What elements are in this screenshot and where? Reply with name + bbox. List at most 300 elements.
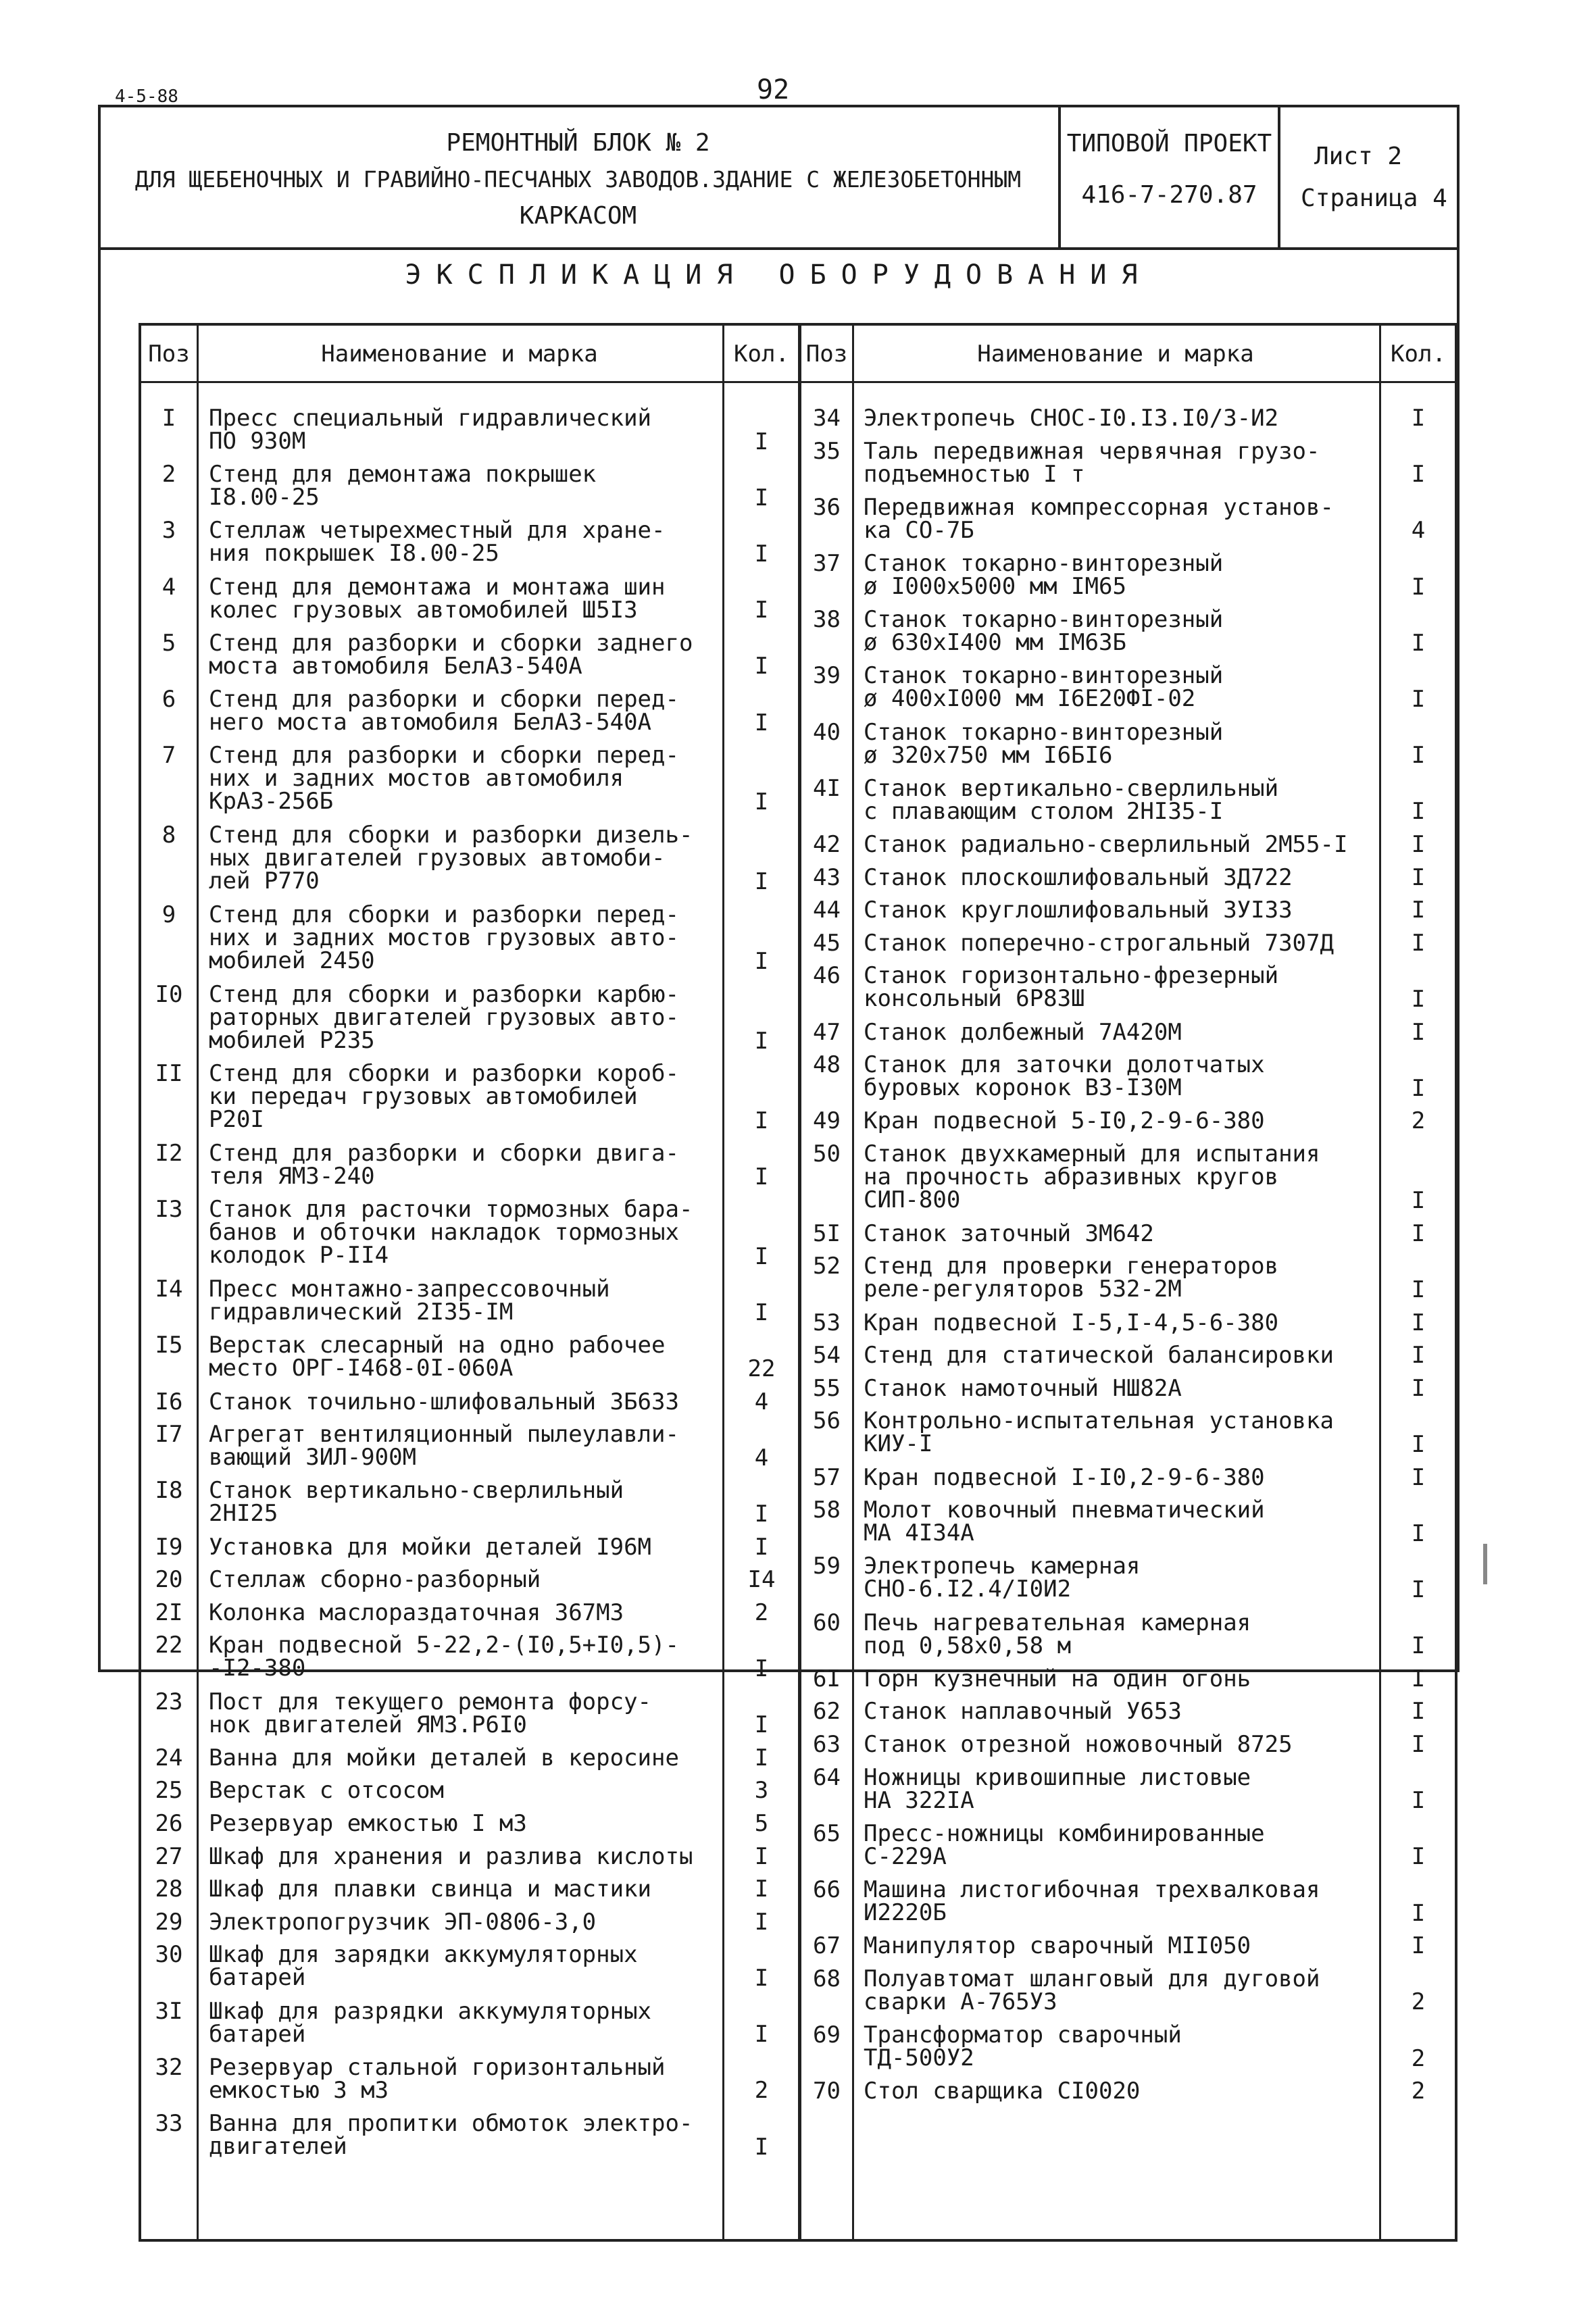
- row-name: Станок заточный 3М642: [864, 1219, 1154, 1247]
- row-name: Станок поперечно-строгальный 7307Д: [864, 929, 1334, 957]
- table-row: [141, 1479, 798, 1526]
- row-name: Контрольно-испытательная установка КИУ-I: [864, 1407, 1334, 1458]
- row-name: Станок вертикально-сверлильный 2НI25: [209, 1477, 624, 1528]
- row-quantity: I: [754, 1027, 769, 1055]
- table-row: [141, 517, 798, 568]
- row-name: Ванна для пропитки обмоток электро- двигателей: [209, 2110, 693, 2160]
- row-position: 42: [813, 831, 841, 858]
- row-quantity: I: [1411, 573, 1426, 601]
- row-quantity: 2: [1411, 2078, 1426, 2105]
- row-name: Шкаф для разрядки аккумуляторных батарей: [209, 1997, 652, 2048]
- row-position: I2: [155, 1140, 183, 1167]
- table-row: [141, 744, 798, 814]
- row-position: 22: [155, 1632, 183, 1659]
- row-name: Стенд для сборки и разборки перед- них и задних мостов грузовых авто- мобилей 2450: [209, 901, 679, 974]
- row-quantity: I: [754, 947, 769, 975]
- row-quantity: I4: [747, 1566, 776, 1594]
- row-position: 3: [161, 517, 176, 545]
- row-name: Ножницы кривошипные листовые НА 322IА: [864, 1763, 1251, 1814]
- row-quantity: I: [754, 1163, 769, 1190]
- row-quantity: I: [754, 1744, 769, 1771]
- row-quantity: 2: [754, 2077, 769, 2105]
- table-row: [141, 1943, 798, 1990]
- row-position: 56: [813, 1407, 841, 1435]
- row-position: 28: [155, 1876, 183, 1903]
- row-quantity: I: [1411, 1309, 1426, 1336]
- row-quantity: I: [1411, 1430, 1426, 1458]
- row-name: Верстак с отсосом: [209, 1777, 444, 1805]
- row-position: 47: [813, 1018, 841, 1046]
- table-row: [141, 1421, 798, 1472]
- row-name: Станок для расточки тормозных бара- банов и обточки накладок тормозных колодок Р-II4: [209, 1196, 693, 1269]
- table-row: [801, 929, 1455, 957]
- row-name: Пост для текущего ремонта форсу- нок двигателей ЯМЗ.Р6I0: [209, 1688, 652, 1738]
- header-divider: [801, 381, 1455, 383]
- table-row: [141, 1812, 798, 1836]
- table-row: [141, 1746, 798, 1770]
- table-row: [801, 437, 1455, 488]
- table-row: [801, 664, 1455, 711]
- row-quantity: 4: [754, 1444, 769, 1472]
- row-name: Станок долбежный 7А420М: [864, 1018, 1182, 1046]
- row-position: 64: [813, 1763, 841, 1791]
- row-position: 70: [813, 2078, 841, 2105]
- row-quantity: I: [754, 1533, 769, 1561]
- row-position: 52: [813, 1253, 841, 1280]
- row-quantity: I: [1411, 1342, 1426, 1369]
- row-quantity: I: [1411, 742, 1426, 770]
- table-row: [141, 1334, 798, 1380]
- row-name: Кран подвесной I-I0,2-9-6-380: [864, 1463, 1265, 1491]
- row-quantity: I: [754, 1500, 769, 1528]
- row-position: 40: [813, 718, 841, 746]
- row-quantity: 4: [754, 1388, 769, 1415]
- row-quantity: I: [1411, 1463, 1426, 1491]
- row-position: 39: [813, 662, 841, 690]
- row-position: 50: [813, 1140, 841, 1167]
- sheet-cell: [1280, 105, 1460, 247]
- header-divider: [141, 381, 798, 383]
- row-quantity: I: [754, 709, 769, 736]
- table-row: [801, 2023, 1455, 2070]
- title-line-2: ДЛЯ ЩЕБЕНОЧНЫХ И ГРАВИЙНО-ПЕСЧАНЫХ ЗАВОДОВ.ЗДАНИЕ С ЖЕЛЕЗОБЕТОННЫМ: [134, 166, 1022, 193]
- row-quantity: 5: [754, 1810, 769, 1837]
- row-position: 9: [161, 901, 176, 928]
- row-position: 44: [813, 897, 841, 924]
- row-name: Стенд для сборки и разборки карбю- раторных двигателей грузовых авто- мобилей Р235: [209, 980, 679, 1054]
- row-position: 30: [155, 1941, 183, 1969]
- row-quantity: I: [1411, 1074, 1426, 1102]
- table-row: [801, 552, 1455, 599]
- table-row: [801, 1878, 1455, 1925]
- row-position: 60: [813, 1609, 841, 1636]
- row-name: Стенд для сборки и разборки короб- ки передач грузовых автомобилей Р20I: [209, 1060, 679, 1134]
- equipment-table-left: [139, 323, 801, 2242]
- table-row: [801, 1311, 1455, 1335]
- row-position: 36: [813, 493, 841, 521]
- table-row: [801, 1934, 1455, 1958]
- column-header-name: Наименование и марка: [977, 341, 1254, 368]
- row-position: 49: [813, 1107, 841, 1135]
- row-name: Кран подвесной I-5,I-4,5-6-380: [864, 1309, 1279, 1336]
- row-name: Стенд для разборки и сборки перед- него моста автомобиля БелАЗ-540А: [209, 686, 679, 736]
- table-row: [141, 1390, 798, 1414]
- row-position: I: [161, 405, 176, 432]
- row-position: 68: [813, 1965, 841, 1992]
- row-name: Шкаф для хранения и разлива кислоты: [209, 1842, 693, 1870]
- table-row: [141, 1278, 798, 1324]
- row-quantity: I: [754, 1107, 769, 1134]
- row-quantity: I: [1411, 1632, 1426, 1660]
- row-position: 23: [155, 1688, 183, 1715]
- row-position: 53: [813, 1309, 841, 1336]
- row-position: 4: [161, 573, 176, 601]
- row-position: 24: [155, 1744, 183, 1771]
- row-quantity: I: [754, 653, 769, 680]
- row-position: 33: [155, 2110, 183, 2137]
- table-row: [141, 2112, 798, 2159]
- row-name: Станок вертикально-сверлильный с плавающим столом 2НI35-I: [864, 774, 1279, 825]
- row-position: I3: [155, 1196, 183, 1224]
- equipment-table-right: [799, 323, 1457, 2242]
- row-name: Стенд для разборки и сборки двига- теля ЯМЗ-240: [209, 1140, 679, 1190]
- table-row: [801, 1018, 1455, 1046]
- row-position: 5I: [813, 1219, 841, 1247]
- row-name: Станок двухкамерный для испытания на прочность абразивных кругов СИП-800: [864, 1140, 1320, 1213]
- row-position: 26: [155, 1810, 183, 1837]
- table-row: [141, 1779, 798, 1803]
- row-name: Агрегат вентиляционный пылеулавли- вающий ЗИЛ-900М: [209, 1421, 679, 1472]
- column-header-pos: Поз: [148, 341, 190, 368]
- project-label: ТИПОВОЙ ПРОЕКТ: [1066, 130, 1272, 157]
- title-line-3: КАРКАСОМ: [519, 202, 637, 230]
- table-row: [141, 407, 798, 453]
- row-position: 8: [161, 822, 176, 849]
- row-quantity: 3: [754, 1777, 769, 1805]
- row-quantity: I: [1411, 1665, 1426, 1692]
- row-name: Пресс специальный гидравлический ПО 930М: [209, 405, 652, 455]
- row-quantity: I: [754, 1711, 769, 1739]
- row-quantity: I: [754, 484, 769, 511]
- table-row: [141, 1690, 798, 1737]
- row-name: Стенд для разборки и сборки заднего моста автомобиля БелАЗ-540А: [209, 629, 693, 680]
- row-position: 29: [155, 1908, 183, 1936]
- row-quantity: I: [754, 788, 769, 816]
- page-label: Страница 4: [1301, 184, 1447, 212]
- table-row: [801, 1109, 1455, 1133]
- project-cell: [1061, 105, 1280, 247]
- row-name: Шкаф для зарядки аккумуляторных батарей: [209, 1941, 638, 1992]
- table-row: [141, 1878, 798, 1901]
- row-position: 6: [161, 686, 176, 713]
- row-position: 25: [155, 1777, 183, 1805]
- row-position: 65: [813, 1819, 841, 1847]
- row-position: 57: [813, 1463, 841, 1491]
- table-row: [801, 863, 1455, 891]
- table-row: [801, 1496, 1455, 1547]
- document-code: 4-5-88: [115, 86, 178, 107]
- row-position: 38: [813, 606, 841, 634]
- table-row: [141, 629, 798, 680]
- row-position: 48: [813, 1051, 841, 1079]
- table-row: [141, 1142, 798, 1188]
- drawing-title: [98, 105, 1061, 247]
- row-name: Станок для заточки долотчатых буровых коронок ВЗ-I30М: [864, 1051, 1265, 1102]
- row-name: Резервуар емкостью I м3: [209, 1810, 527, 1837]
- row-quantity: 4: [1411, 517, 1426, 545]
- table-row: [141, 1997, 798, 2048]
- table-row: [801, 1053, 1455, 1100]
- row-quantity: I: [754, 1655, 769, 1682]
- row-quantity: I: [1411, 1698, 1426, 1726]
- row-name: Стенд для демонтажа и монтажа шин колес грузовых автомобилей Ш5I3: [209, 573, 666, 624]
- table-row: [801, 1255, 1455, 1301]
- row-quantity: I: [1411, 929, 1426, 957]
- row-position: 7: [161, 742, 176, 770]
- row-quantity: I: [1411, 405, 1426, 432]
- row-quantity: I: [1411, 1276, 1426, 1303]
- table-row: [801, 1219, 1455, 1247]
- project-number: 416-7-270.87: [1081, 181, 1257, 209]
- row-name: Станок токарно-винторезный ø 320x750 мм I6БI6: [864, 718, 1224, 769]
- row-name: Пресс монтажно-запрессовочный гидравлический 2I35-IМ: [209, 1276, 610, 1326]
- row-position: 46: [813, 962, 841, 990]
- row-position: 54: [813, 1342, 841, 1369]
- row-quantity: I: [754, 597, 769, 624]
- row-quantity: I: [754, 2133, 769, 2161]
- table-row: [141, 1568, 798, 1592]
- row-name: Станок отрезной ножовочный 8725: [864, 1731, 1293, 1758]
- row-name: Стенд для сборки и разборки дизель- ных двигателей грузовых автомоби- лей Р770: [209, 822, 693, 895]
- row-name: Станок радиально-сверлильный 2М55-I: [864, 831, 1348, 858]
- row-position: I7: [155, 1421, 183, 1449]
- row-position: 27: [155, 1842, 183, 1870]
- row-name: Электропогрузчик ЭП-0806-3,0: [209, 1908, 597, 1936]
- table-row: [141, 1634, 798, 1680]
- row-position: 69: [813, 2021, 841, 2048]
- row-quantity: I: [1411, 897, 1426, 924]
- row-name: Резервуар стальной горизонтальный емкостью 3 м3: [209, 2053, 666, 2104]
- row-quantity: I: [754, 1242, 769, 1270]
- row-quantity: I: [1411, 1576, 1426, 1603]
- row-position: 62: [813, 1698, 841, 1726]
- row-position: 55: [813, 1374, 841, 1402]
- table-row: [801, 1700, 1455, 1724]
- row-name: Машина листогибочная трехвалковая И2220Б: [864, 1876, 1320, 1926]
- table-row: [801, 1142, 1455, 1213]
- row-name: Стенд для демонтажа покрышек I8.00-25: [209, 461, 597, 511]
- page-number: 92: [757, 74, 790, 105]
- row-name: Трансформатор сварочный ТД-500У2: [864, 2021, 1182, 2071]
- row-quantity: I: [1411, 985, 1426, 1013]
- table-row: [141, 573, 798, 624]
- row-quantity: I: [1411, 629, 1426, 657]
- row-position: 5: [161, 629, 176, 657]
- row-name: Станок токарно-винторезный ø 630xI400 мм IМ63Б: [864, 606, 1224, 657]
- row-name: Ванна для мойки деталей в керосине: [209, 1744, 679, 1771]
- row-name: Стеллаж сборно-разборный: [209, 1566, 541, 1594]
- scan-mark: [1483, 1544, 1487, 1584]
- row-quantity: I: [1411, 863, 1426, 891]
- row-quantity: I: [1411, 685, 1426, 713]
- row-quantity: I: [754, 2021, 769, 2048]
- row-position: II: [155, 1060, 183, 1088]
- row-position: I9: [155, 1533, 183, 1561]
- row-position: 59: [813, 1553, 841, 1580]
- row-name: Электропечь СНОС-I0.I3.I0/3-И2: [864, 405, 1279, 432]
- table-row: [141, 980, 798, 1055]
- row-position: I0: [155, 980, 183, 1008]
- row-quantity: I: [754, 1908, 769, 1936]
- row-position: I4: [155, 1276, 183, 1303]
- row-name: Стенд для проверки генераторов реле-регуляторов 532-2М: [864, 1253, 1279, 1303]
- row-quantity: I: [1411, 831, 1426, 858]
- table-row: [801, 1409, 1455, 1456]
- row-position: I8: [155, 1477, 183, 1505]
- table-row: [801, 2080, 1455, 2103]
- row-name: Станок круглошлифовальный 3УI33: [864, 897, 1293, 924]
- table-row: [801, 407, 1455, 430]
- row-name: Полуавтомат шланговый для дуговой сварки А-765У3: [864, 1965, 1320, 2015]
- row-name: Стенд для разборки и сборки перед- них и задних мостов автомобиля КрАЗ-256Б: [209, 742, 679, 815]
- row-position: 2: [161, 461, 176, 488]
- table-row: [141, 824, 798, 894]
- row-position: 3I: [155, 1997, 183, 2025]
- table-row: [141, 688, 798, 734]
- row-name: Установка для мойки деталей I96М: [209, 1533, 652, 1561]
- title-block: [98, 105, 1460, 250]
- row-quantity: 2: [1411, 1988, 1426, 2016]
- row-quantity: I: [1411, 1187, 1426, 1215]
- table-row: [801, 1967, 1455, 2014]
- row-quantity: I: [1411, 461, 1426, 488]
- row-name: Станок токарно-винторезный ø I000x5000 мм IМ65: [864, 550, 1224, 600]
- row-position: 4I: [813, 774, 841, 802]
- row-position: 32: [155, 2053, 183, 2081]
- table-row: [801, 964, 1455, 1011]
- row-quantity: 2: [1411, 1107, 1426, 1135]
- row-position: I6: [155, 1388, 183, 1415]
- table-row: [141, 903, 798, 974]
- table-row: [801, 774, 1455, 826]
- table-row: [801, 1611, 1455, 1658]
- row-quantity: I: [1411, 1899, 1426, 1927]
- column-header-qty: Кол.: [734, 341, 789, 368]
- row-name: Молот ковочный пневматический МА 4I34А: [864, 1496, 1265, 1547]
- row-name: Колонка маслораздаточная 367М3: [209, 1599, 624, 1626]
- table-row: [141, 463, 798, 509]
- table-row: [801, 1667, 1455, 1691]
- table-row: [141, 1533, 798, 1561]
- row-name: Стеллаж четырехместный для хране- ния покрышек I8.00-25: [209, 517, 666, 568]
- sheet-number: Лист 2: [1314, 143, 1403, 170]
- table-row: [141, 1908, 798, 1936]
- row-name: Шкаф для плавки свинца и мастики: [209, 1876, 652, 1903]
- table-row: [801, 1374, 1455, 1402]
- title-line-1: РЕМОНТНЫЙ БЛОК № 2: [446, 129, 710, 157]
- row-quantity: I: [754, 1299, 769, 1326]
- row-position: 6I: [813, 1665, 841, 1692]
- table-row: [801, 493, 1455, 545]
- table-row: [801, 1763, 1455, 1815]
- column-header-pos: Поз: [805, 341, 848, 368]
- row-position: 67: [813, 1932, 841, 1960]
- table-row: [801, 1463, 1455, 1491]
- row-quantity: I: [1411, 1219, 1426, 1247]
- row-position: 34: [813, 405, 841, 432]
- row-quantity: 22: [747, 1355, 776, 1382]
- row-name: Стол сварщика СI0020: [864, 2078, 1141, 2105]
- row-name: Станок токарно-винторезный ø 400xI000 мм I6Е20ФI-02: [864, 662, 1224, 713]
- table-row: [801, 718, 1455, 770]
- row-name: Горн кузнечный на один огонь: [864, 1665, 1251, 1692]
- row-position: 43: [813, 863, 841, 891]
- row-position: 35: [813, 437, 841, 465]
- table-row: [141, 2053, 798, 2105]
- row-name: Станок наплавочный У653: [864, 1698, 1182, 1726]
- row-name: Станок точильно-шлифовальный 3Б633: [209, 1388, 679, 1415]
- row-name: Станок плоскошлифовальный 3Д722: [864, 863, 1293, 891]
- column-header-name: Наименование и марка: [321, 341, 598, 368]
- row-position: 58: [813, 1496, 841, 1524]
- row-name: Пресс-ножницы комбинированные С-229А: [864, 1819, 1265, 1870]
- row-position: 45: [813, 929, 841, 957]
- row-quantity: I: [754, 1964, 769, 1992]
- row-quantity: I: [1411, 798, 1426, 826]
- row-quantity: I: [754, 868, 769, 896]
- row-quantity: I: [1411, 1787, 1426, 1815]
- row-position: I5: [155, 1332, 183, 1359]
- row-quantity: I: [754, 540, 769, 568]
- row-name: Станок горизонтально-фрезерный консольный 6Р83Ш: [864, 962, 1279, 1013]
- column-header-qty: Кол.: [1391, 341, 1446, 368]
- table-row: [801, 899, 1455, 922]
- table-row: [801, 608, 1455, 655]
- row-name: Таль передвижная червячная грузо- подъемностью I т: [864, 437, 1320, 488]
- row-quantity: I: [1411, 1843, 1426, 1871]
- row-quantity: I: [1411, 1932, 1426, 1960]
- row-name: Верстак слесарный на одно рабочее место ОРГ-I468-0I-060А: [209, 1332, 666, 1382]
- row-name: Кран подвесной 5-22,2-(I0,5+I0,5)- -I2-380: [209, 1632, 679, 1682]
- row-quantity: I: [754, 1842, 769, 1870]
- table-row: [141, 1198, 798, 1268]
- table-row: [801, 833, 1455, 857]
- row-quantity: I: [1411, 1018, 1426, 1046]
- table-row: [801, 1819, 1455, 1871]
- row-position: 2I: [155, 1599, 183, 1626]
- table-row: [801, 1733, 1455, 1757]
- row-quantity: I: [1411, 1374, 1426, 1402]
- table-row: [801, 1344, 1455, 1367]
- row-quantity: I: [754, 428, 769, 455]
- row-name: Кран подвесной 5-I0,2-9-6-380: [864, 1107, 1265, 1135]
- row-quantity: 2: [754, 1599, 769, 1626]
- table-row: [801, 1555, 1455, 1601]
- table-row: [141, 1601, 798, 1625]
- row-position: 20: [155, 1566, 183, 1594]
- row-name: Станок намоточный НШ82А: [864, 1374, 1182, 1402]
- table-row: [141, 1062, 798, 1132]
- table-row: [141, 1842, 798, 1870]
- row-name: Стенд для статической балансировки: [864, 1342, 1334, 1369]
- row-quantity: I: [1411, 1519, 1426, 1547]
- row-quantity: I: [1411, 1731, 1426, 1758]
- row-position: 66: [813, 1876, 841, 1903]
- row-name: Печь нагревательная камерная под 0,58x0,58 м: [864, 1609, 1251, 1659]
- row-quantity: I: [754, 1876, 769, 1903]
- row-quantity: 2: [1411, 2044, 1426, 2072]
- row-name: Манипулятор сварочный МII050: [864, 1932, 1251, 1960]
